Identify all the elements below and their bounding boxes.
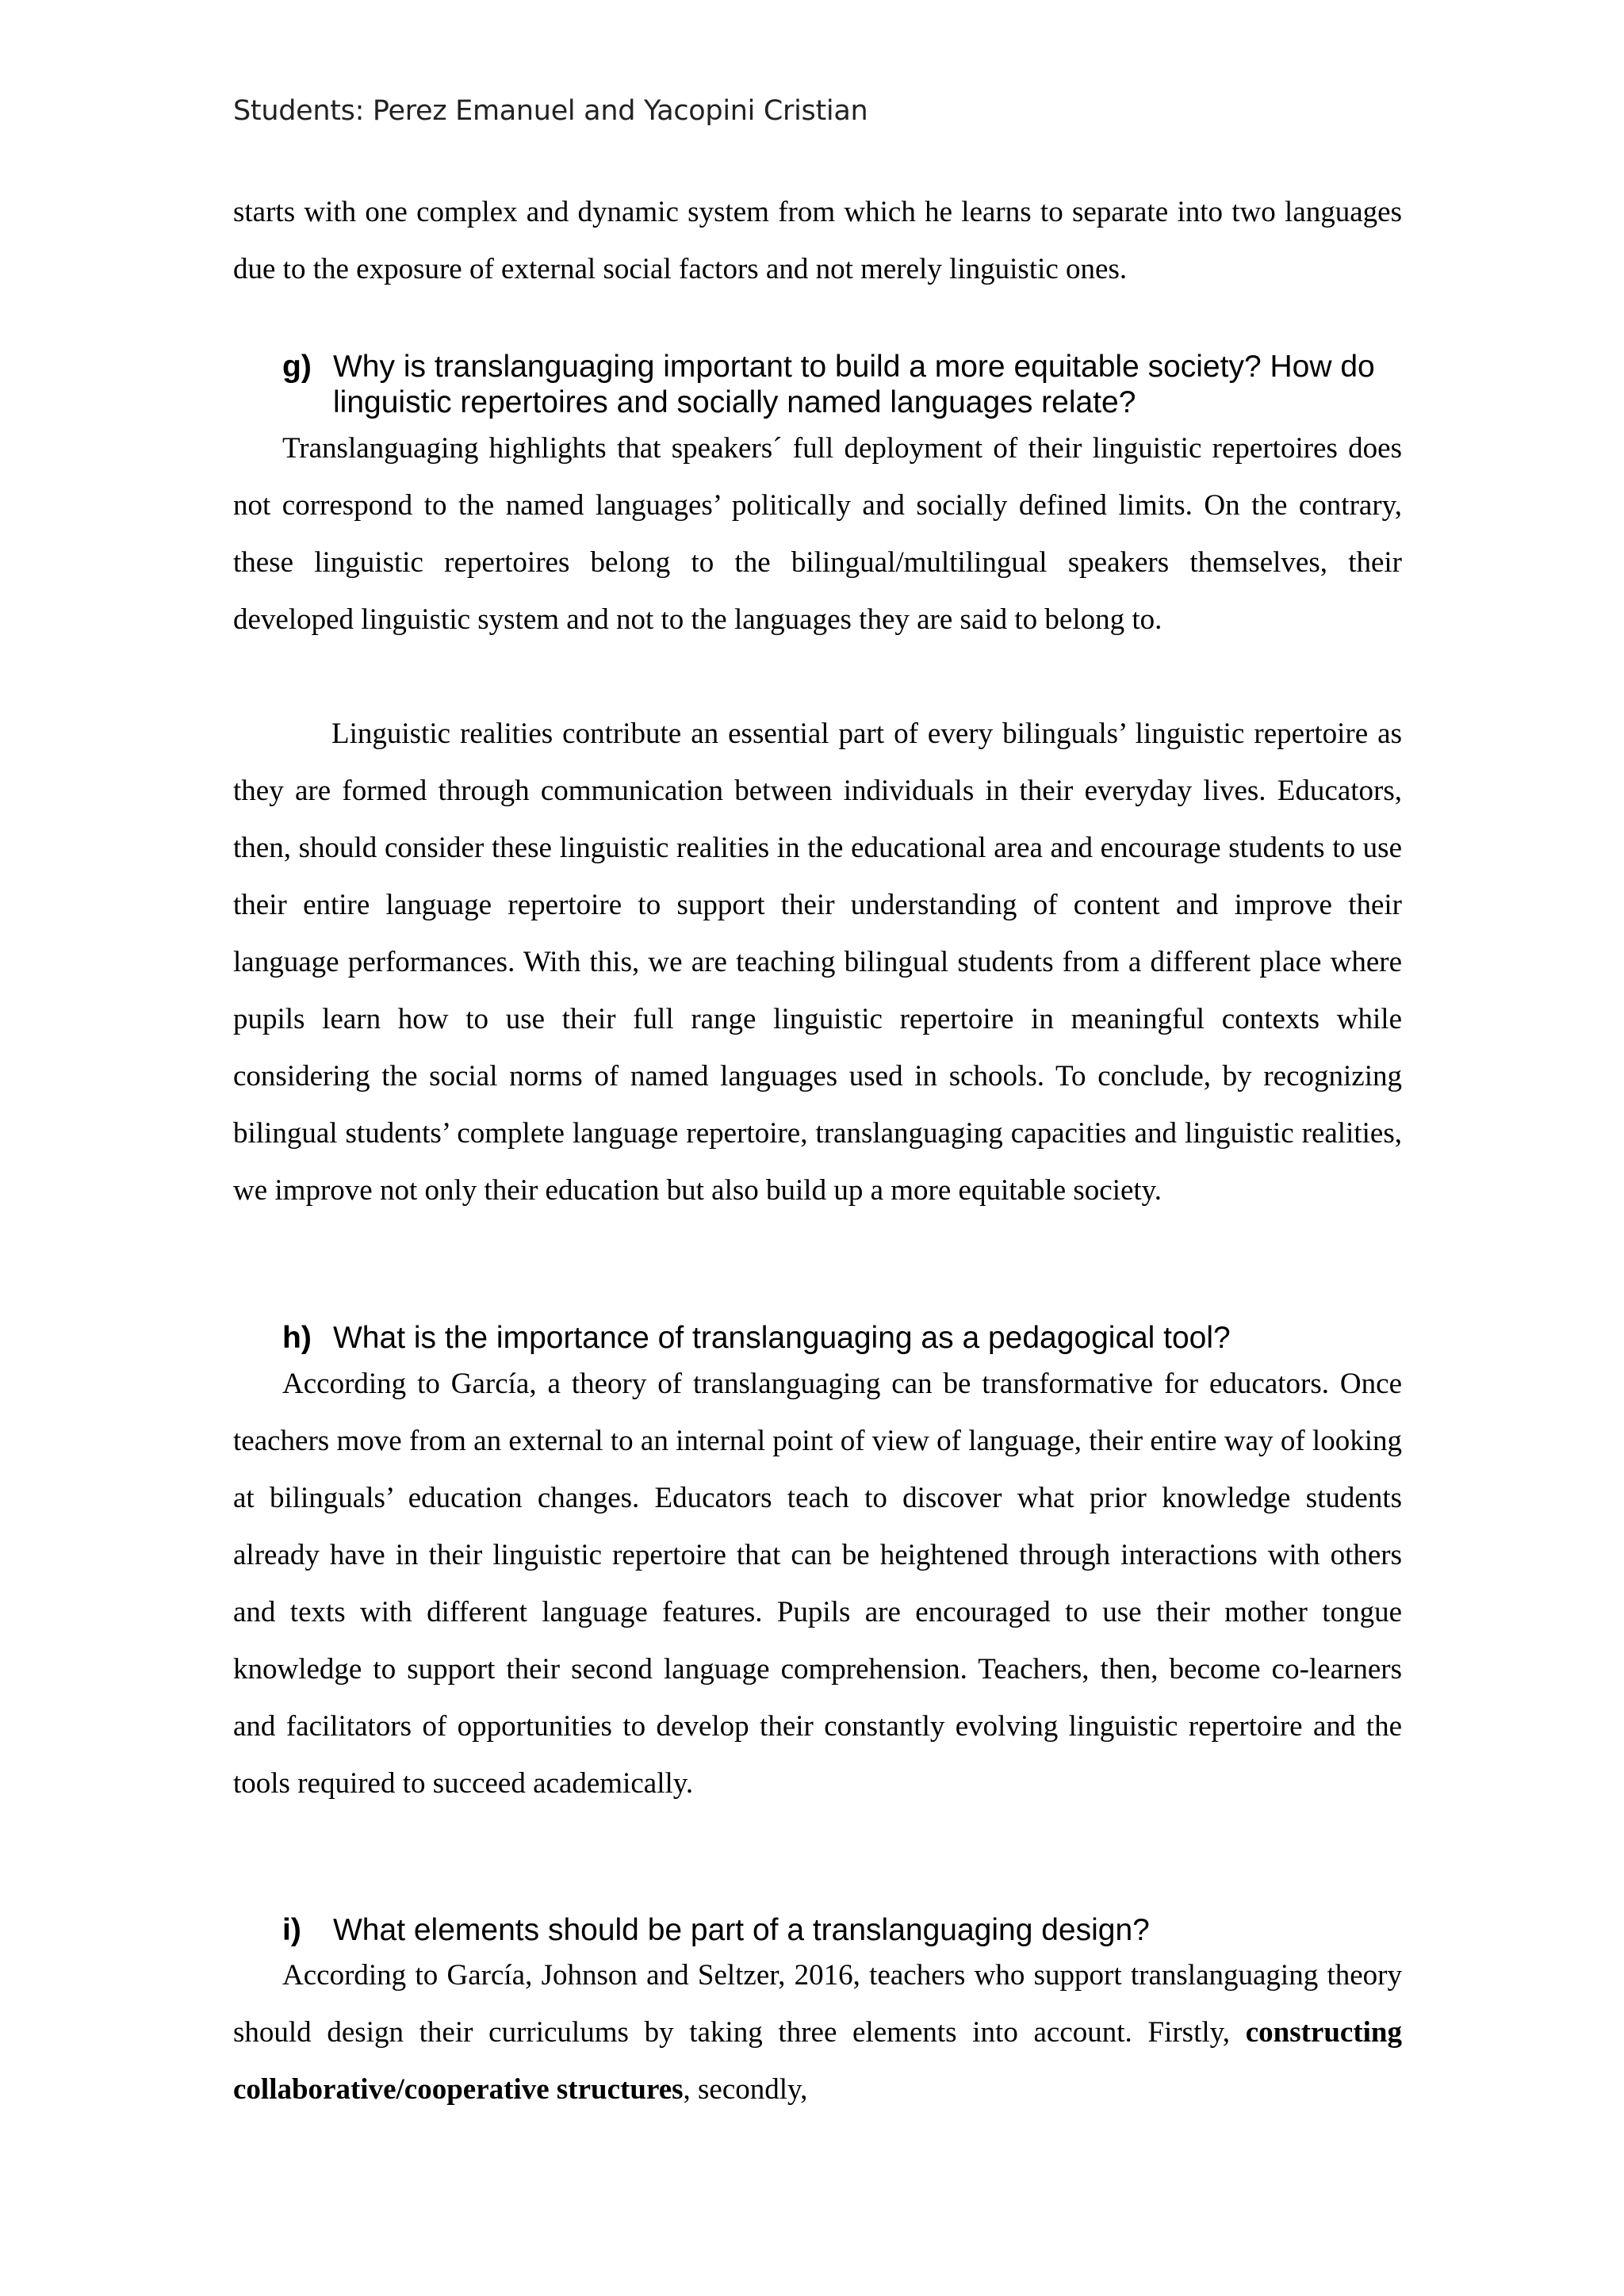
question-h-text: What is the importance of translanguaging as a pedagogical tool? — [333, 1321, 1231, 1355]
question-h-letter: h) — [282, 1321, 312, 1355]
section-g-paragraph-2: Linguistic realities contribute an essential part of every bilinguals’ linguistic repertoire as they are formed through communication between individuals in their everyday lives. Educators, then, should consider these linguistic realities in the educational area and encourage students to use their entire language repertoire to support their understanding of content and improve their language performances. With this, we are teaching bilingual students from a different place where pupils learn how to use their full range linguistic repertoire in meaningful contexts while considering the social norms of named languages used in schools. To conclude, by recognizing bilingual students’ complete language repertoire, translanguaging capacities and linguistic realities, we improve not only their education but also build up a more equitable society. — [233, 718, 1402, 1207]
section-g-paragraph-1: Translanguaging highlights that speakers´ full deployment of their linguistic repertoires does not correspond to the named languages’ politically and socially defined limits. On the contrary, these linguistic repertoires belong to the bilingual/multilingual speakers themselves, their developed linguistic system and not to the languages they are said to belong to. — [233, 432, 1402, 636]
question-g-text: Why is translanguaging important to build a more equitable society? How do linguistic repertoires and socially named languages relate? — [333, 350, 1375, 419]
section-i-paragraph-1-start: According to García, Johnson and Seltzer, 2016, teachers who support translanguaging theory should design their curriculums by taking three elements into account. Firstly, — [233, 1959, 1402, 2049]
question-i-text: What elements should be part of a translanguaging design? — [333, 1913, 1150, 1947]
section-i-paragraph-1-end: , secondly, — [683, 2073, 808, 2106]
question-g-letter: g) — [282, 350, 312, 384]
question-i-letter: i) — [282, 1913, 301, 1947]
section-h-paragraph-1: According to García, a theory of translanguaging can be transformative for educators. Once teachers move from an external to an internal point of view of language, their entire way of looking at bilinguals’ education changes. Educators teach to discover what prior knowledge students already have in their linguistic repertoire that can be heightened through interactions with others and texts with different language features. Pupils are encouraged to use their mother tongue knowledge to support their second language comprehension. Teachers, then, become co-learners and facilitators of opportunities to develop their constantly evolving linguistic repertoire and the tools required to succeed academically. — [233, 1368, 1402, 1800]
section-i-paragraph-1 — [233, 1947, 1402, 2118]
intro-paragraph: starts with one complex and dynamic system from which he learns to separate into two languages due to the exposure of external social factors and not merely linguistic ones. — [233, 196, 1402, 285]
question-h-heading — [282, 1320, 1408, 1356]
students-header: Students: Perez Emanuel and Yacopini Cristian — [233, 95, 868, 127]
question-g-heading — [282, 349, 1408, 420]
question-i-heading — [282, 1912, 1408, 1948]
bold-term-collaborative-structures: constructing collaborative/cooperative structures — [233, 2016, 1403, 2106]
